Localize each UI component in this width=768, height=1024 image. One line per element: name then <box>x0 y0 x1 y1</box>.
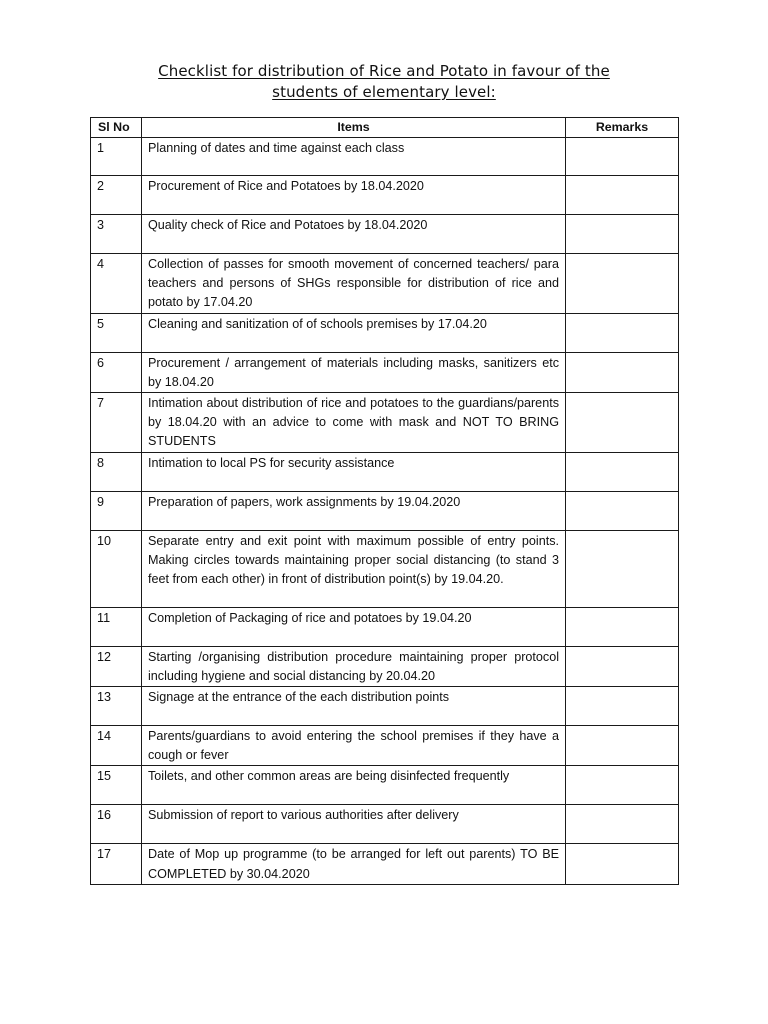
row-item: Intimation about distribution of rice and potatoes to the guardians/parents by 18.04.20 with an advice to come with mask and NOT TO BRING STUDENTS <box>142 393 566 453</box>
row-item: Toilets, and other common areas are being disinfected frequently <box>142 766 566 805</box>
row-sl-no: 8 <box>91 452 142 491</box>
row-item: Intimation to local PS for security assistance <box>142 452 566 491</box>
row-remarks <box>566 646 679 686</box>
row-remarks <box>566 607 679 646</box>
table-row <box>91 766 679 805</box>
row-remarks <box>566 805 679 844</box>
row-remarks <box>566 687 679 726</box>
row-sl-no: 5 <box>91 313 142 352</box>
row-item: Submission of report to various authorities after delivery <box>142 805 566 844</box>
row-sl-no: 4 <box>91 254 142 314</box>
table-row <box>91 215 679 254</box>
header-remarks: Remarks <box>566 118 679 138</box>
table-row <box>91 726 679 766</box>
document-title <box>90 61 678 103</box>
row-item: Starting /organising distribution procedure maintaining proper protocol including hygiene and social distancing by 20.04.20 <box>142 646 566 686</box>
header-sl-no: Sl No <box>91 118 142 138</box>
row-item: Separate entry and exit point with maximum possible of entry points. Making circles towards maintaining proper social distancing (to stand 3 feet from each other) in front of distribution point(s) by 19.04.20. <box>142 530 566 607</box>
row-item: Planning of dates and time against each class <box>142 138 566 176</box>
row-sl-no: 1 <box>91 138 142 176</box>
row-sl-no: 14 <box>91 726 142 766</box>
row-item: Parents/guardians to avoid entering the school premises if they have a cough or fever <box>142 726 566 766</box>
table-row <box>91 607 679 646</box>
table-row <box>91 687 679 726</box>
row-remarks <box>566 393 679 453</box>
row-sl-no: 11 <box>91 607 142 646</box>
table-row <box>91 138 679 176</box>
row-sl-no: 10 <box>91 530 142 607</box>
row-remarks <box>566 452 679 491</box>
table-row <box>91 176 679 215</box>
row-sl-no: 16 <box>91 805 142 844</box>
row-item: Procurement / arrangement of materials including masks, sanitizers etc by 18.04.20 <box>142 352 566 392</box>
row-remarks <box>566 313 679 352</box>
row-remarks <box>566 491 679 530</box>
table-row <box>91 491 679 530</box>
row-remarks <box>566 766 679 805</box>
row-remarks <box>566 530 679 607</box>
table-row <box>91 393 679 453</box>
row-sl-no: 13 <box>91 687 142 726</box>
row-item: Date of Mop up programme (to be arranged for left out parents) TO BE COMPLETED by 30.04.2020 <box>142 844 566 884</box>
row-item: Preparation of papers, work assignments by 19.04.2020 <box>142 491 566 530</box>
table-row <box>91 313 679 352</box>
row-sl-no: 15 <box>91 766 142 805</box>
row-remarks <box>566 215 679 254</box>
checklist-table <box>90 117 679 885</box>
table-row <box>91 646 679 686</box>
row-item: Quality check of Rice and Potatoes by 18.04.2020 <box>142 215 566 254</box>
table-row <box>91 530 679 607</box>
row-sl-no: 12 <box>91 646 142 686</box>
row-sl-no: 2 <box>91 176 142 215</box>
row-remarks <box>566 726 679 766</box>
table-row <box>91 805 679 844</box>
table-row <box>91 352 679 392</box>
title-line-1: Checklist for distribution of Rice and Potato in favour of the <box>158 62 610 80</box>
row-sl-no: 7 <box>91 393 142 453</box>
row-remarks <box>566 176 679 215</box>
row-sl-no: 6 <box>91 352 142 392</box>
header-items: Items <box>142 118 566 138</box>
row-item: Completion of Packaging of rice and potatoes by 19.04.20 <box>142 607 566 646</box>
row-sl-no: 17 <box>91 844 142 884</box>
row-item: Cleaning and sanitization of of schools premises by 17.04.20 <box>142 313 566 352</box>
row-remarks <box>566 254 679 314</box>
row-sl-no: 3 <box>91 215 142 254</box>
row-remarks <box>566 138 679 176</box>
row-remarks <box>566 844 679 884</box>
table-row <box>91 844 679 884</box>
row-remarks <box>566 352 679 392</box>
table-row <box>91 452 679 491</box>
row-item: Signage at the entrance of the each distribution points <box>142 687 566 726</box>
row-item: Collection of passes for smooth movement of concerned teachers/ para teachers and persons of SHGs responsible for distribution of rice and potato by 17.04.20 <box>142 254 566 314</box>
row-item: Procurement of Rice and Potatoes by 18.04.2020 <box>142 176 566 215</box>
row-sl-no: 9 <box>91 491 142 530</box>
table-header-row <box>91 118 679 138</box>
title-line-2: students of elementary level: <box>272 83 496 101</box>
table-row <box>91 254 679 314</box>
